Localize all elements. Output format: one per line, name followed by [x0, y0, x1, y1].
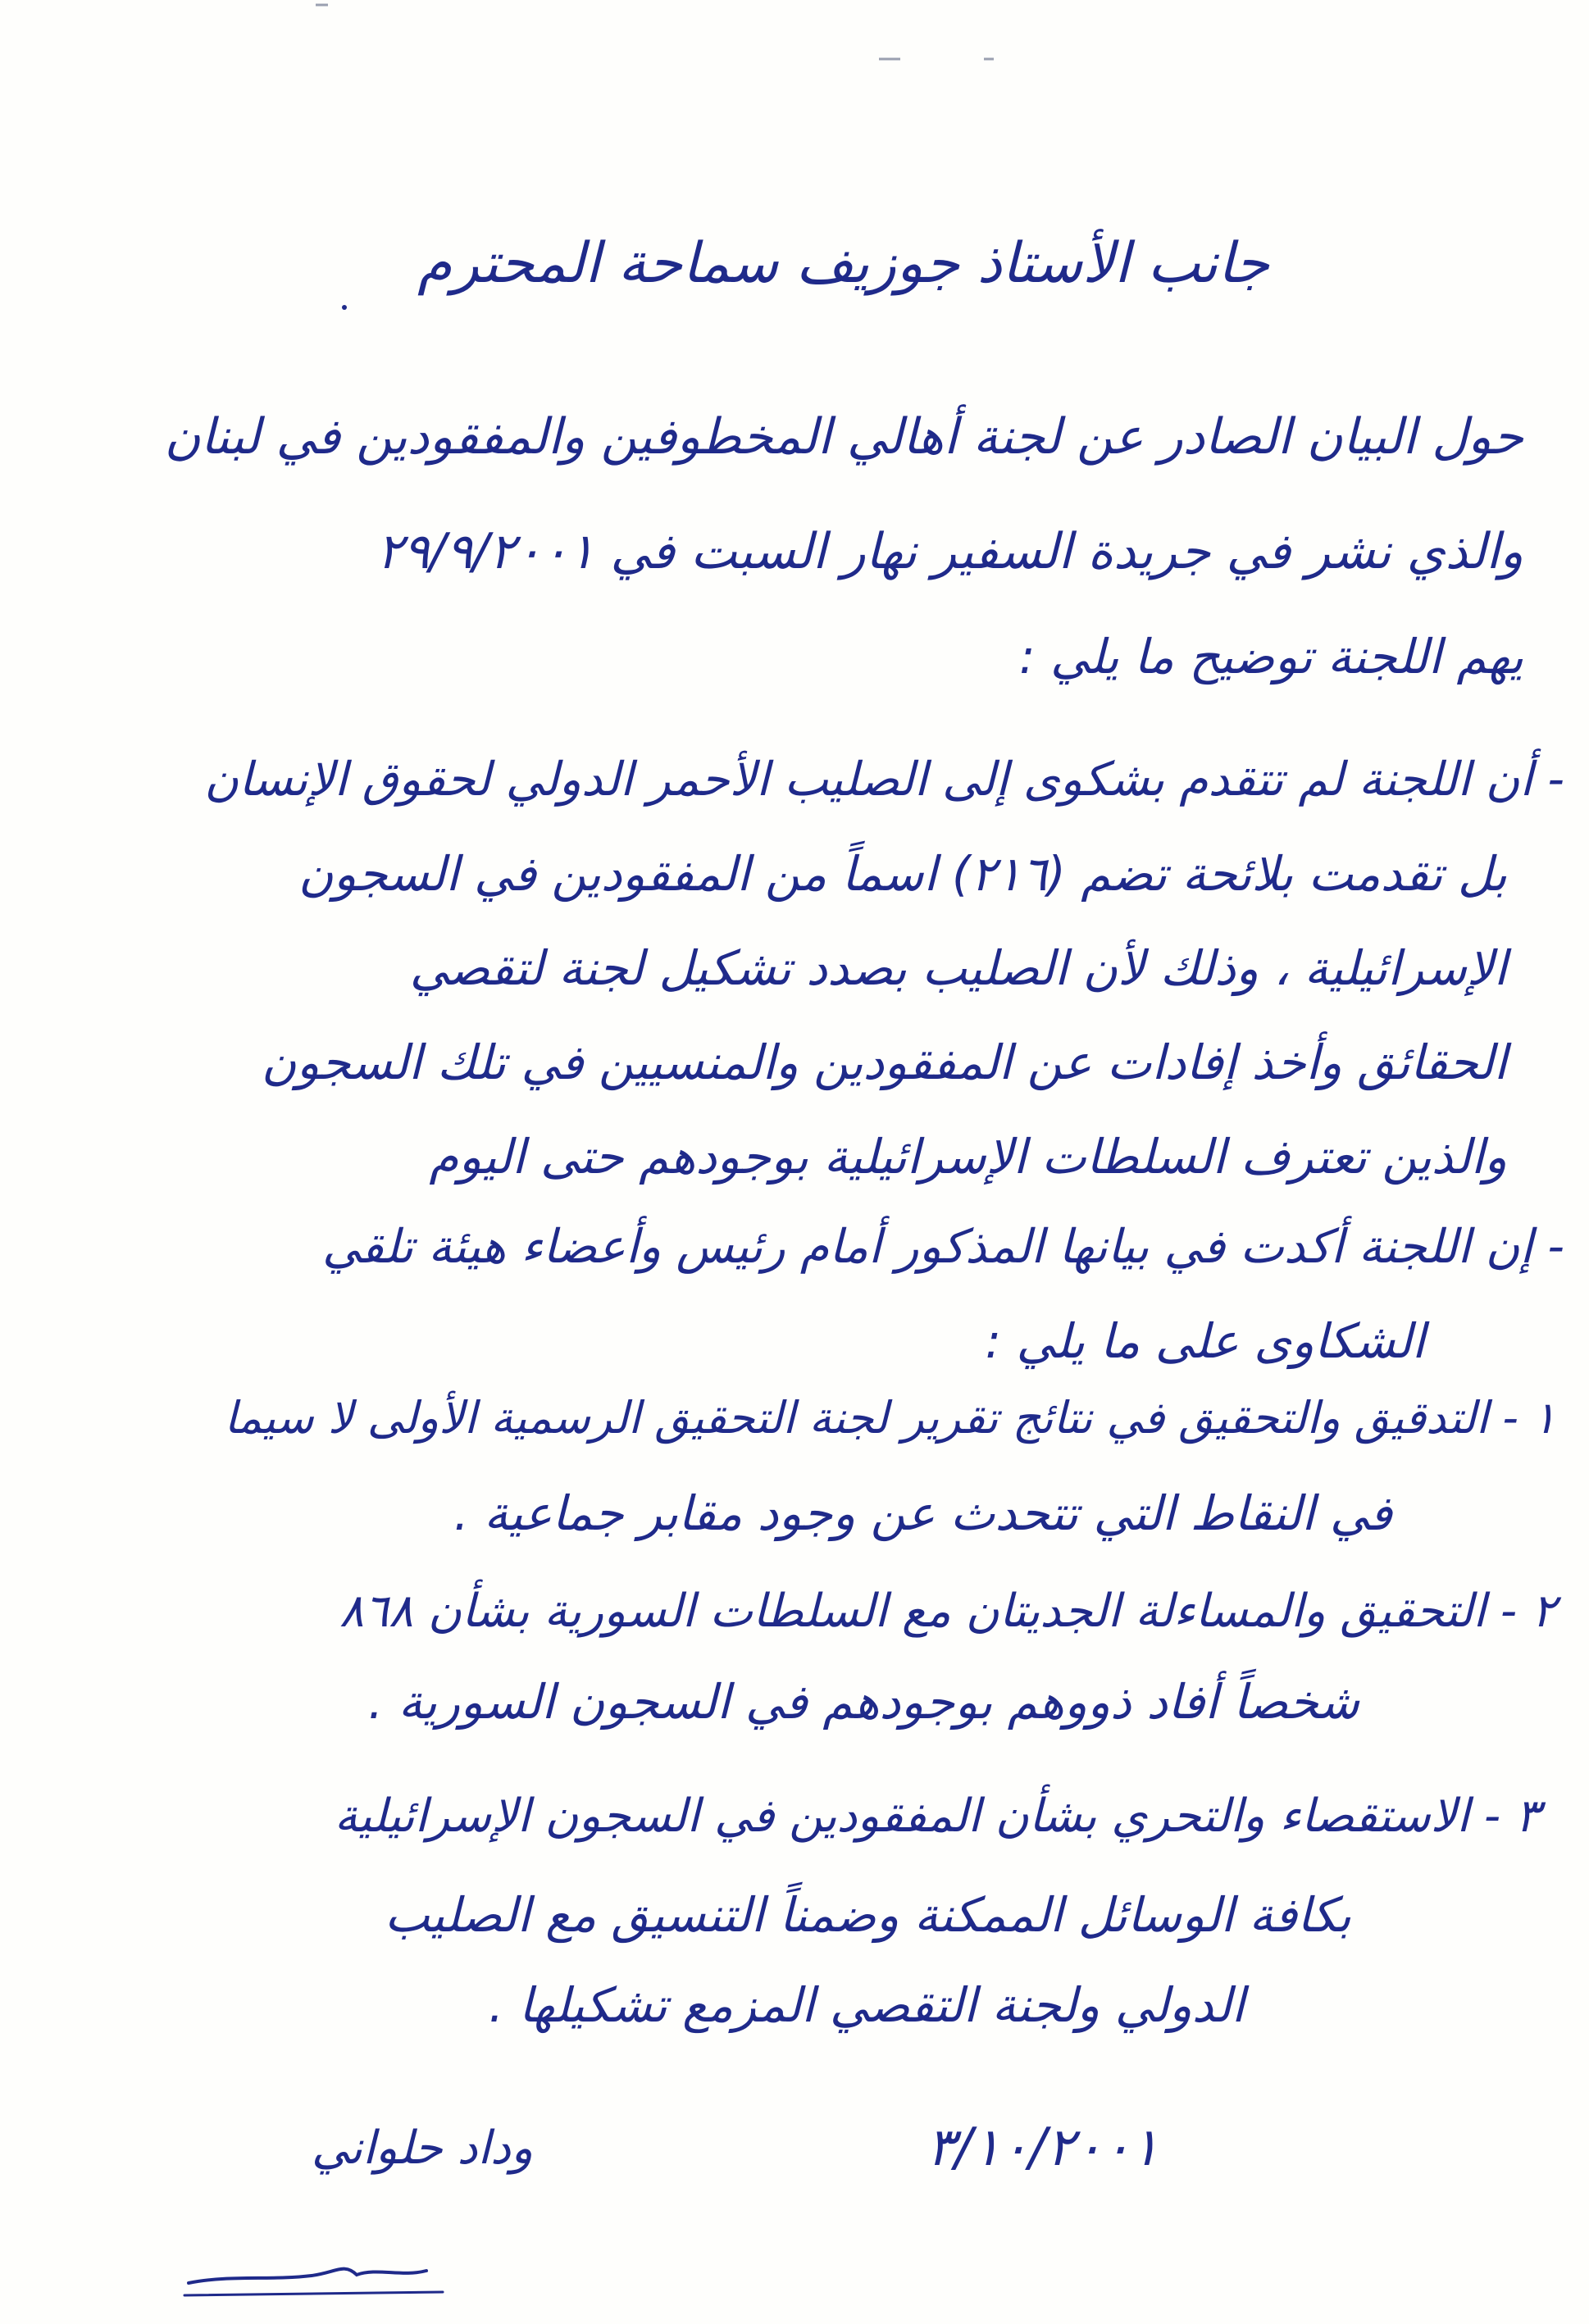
subject-line-1: حول البيان الصادر عن لجنة أهالي المخطوفين والمفقودين في لبنان: [164, 408, 1523, 466]
intro-line: يهم اللجنة توضيح ما يلي :: [1019, 629, 1523, 684]
item1-line-1: ١ - التدقيق والتحقيق في نتائج تقرير لجنة التحقيق الرسمية الأولى لا سيما: [224, 1392, 1556, 1444]
para1-line-1: - أن اللجنة لم تتقدم بشكوى إلى الصليب الأحمر الدولي لحقوق الإنسان: [204, 753, 1564, 807]
signature-stroke: [189, 2269, 426, 2283]
signature-underline: [184, 2292, 443, 2295]
item1-line-2: في النقاط التي تتحدث عن وجود مقابر جماعية .: [453, 1485, 1392, 1541]
item3-line-3: الدولي ولجنة التقصي المزمع تشكيلها .: [488, 1977, 1245, 2033]
item3-line-1: ٣ - الاستقصاء والتحري بشأن المفقودين في السجون الإسرائيلية: [334, 1790, 1540, 1843]
signature-scribble: [180, 2107, 566, 2320]
item3-line-2: بكافة الوسائل الممكنة وضمناً التنسيق مع الصليب: [385, 1887, 1351, 1943]
para1-line-4: الحقائق وأخذ إفادات عن المفقودين والمنسيين في تلك السجون: [261, 1035, 1507, 1090]
para1-line-2: بل تقدمت بلائحة تضم (٢١٦) اسماً من المفقودين في السجون: [298, 846, 1507, 902]
para2-line-2: الشكاوى على ما يلي :: [985, 1313, 1425, 1369]
letter-date: ٣/١٠/٢٠٠١: [927, 2117, 1159, 2178]
subject-line-2: والذي نشر في جريدة السفير نهار السبت في ٢٩/٩/٢٠٠١: [376, 523, 1523, 580]
signature-block: [180, 2107, 566, 2320]
dot-speck: [342, 305, 347, 310]
para2-line-1: - إن اللجنة أكدت في بيانها المذكور أمام رئيس وأعضاء هيئة تلقي: [322, 1220, 1564, 1274]
para1-line-5: والذين تعترف السلطات الإسرائيلية بوجودهم حتى اليوم: [429, 1129, 1507, 1185]
item2-line-1: ٢ - التحقيق والمساءلة الجديتان مع السلطات السورية بشأن ٨٦٨: [339, 1585, 1556, 1638]
item2-line-2: شخصاً أفاد ذووهم بوجودهم في السجون السورية .: [367, 1674, 1359, 1730]
letter-title: جانب الأستاذ جوزيف سماحة المحترم: [417, 231, 1269, 296]
signature-name: وداد حلواني: [311, 2122, 533, 2175]
para1-line-3: الإسرائيلية ، وذلك لأن الصليب بصدد تشكيل لجنة لتقصي: [409, 940, 1507, 996]
